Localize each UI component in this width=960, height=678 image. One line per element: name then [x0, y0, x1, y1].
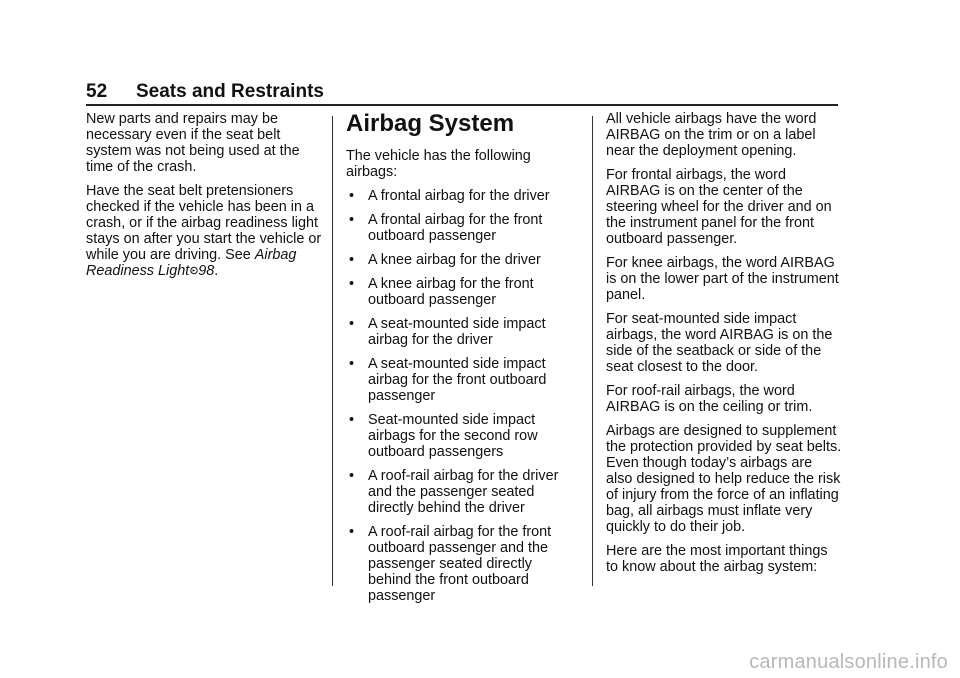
bullet-icon: •	[349, 468, 355, 484]
bullet-icon: •	[349, 252, 355, 268]
paragraph: New parts and repairs may be necessary even if the seat belt system was not being used at the time of the crash.	[86, 111, 300, 175]
bullet-icon: •	[349, 524, 355, 540]
list-item: • A knee airbag for the front outboard passenger	[349, 276, 534, 308]
bullet-icon: •	[349, 356, 355, 372]
list-item: • A roof-rail airbag for the driver and the passenger seated directly behind the driver	[349, 468, 559, 516]
paragraph: Airbags are designed to supplement the protection provided by seat belts. Even though today’s airbags are also designed to help reduce the risk of injury from the force of an inflating bag, all airbags must inflate very quickly to do their job.	[606, 423, 842, 535]
paragraph: For frontal airbags, the word AIRBAG is on the center of the steering wheel for the driver and on the instrument panel for the front outboard passenger.	[606, 167, 832, 247]
column-divider-right	[592, 116, 593, 586]
bullet-icon: •	[349, 276, 355, 292]
page-header	[86, 82, 838, 106]
section-heading: Airbag System	[346, 110, 515, 137]
paragraph: For knee airbags, the word AIRBAG is on the lower part of the instrument panel.	[606, 255, 839, 303]
bullet-icon: •	[349, 188, 355, 204]
reference-page-number[interactable]: 98	[198, 263, 215, 279]
column-left	[86, 111, 326, 287]
column-divider-left	[332, 116, 333, 586]
column-middle	[346, 111, 574, 612]
airbag-list	[346, 188, 574, 604]
paragraph: Have the seat belt pretensioners checked if the vehicle has been in a crash, or if the airbag readiness light stays on after you start the vehicle or while you are driving. See Airbag Readiness Light 98.	[86, 183, 322, 279]
bullet-icon: •	[349, 412, 355, 428]
paragraph: For roof-rail airbags, the word AIRBAG is on the ceiling or trim.	[606, 383, 813, 415]
paragraph: Here are the most important things to know about the airbag system:	[606, 543, 828, 575]
intro-paragraph: The vehicle has the following airbags:	[346, 148, 531, 180]
list-item: • A roof-rail airbag for the front outboard passenger and the passenger seated directly behind the front outboard passenger	[349, 524, 552, 604]
watermark: carmanualsonline.info	[749, 651, 948, 673]
list-item: • A knee airbag for the driver	[349, 252, 541, 268]
page-number: 52	[86, 81, 108, 102]
paragraph: For seat-mounted side impact airbags, the word AIRBAG is on the side of the seatback or side of the seat closest to the door.	[606, 311, 833, 375]
list-item: • A seat-mounted side impact airbag for the front outboard passenger	[349, 356, 547, 404]
column-right	[606, 111, 842, 583]
bullet-icon: •	[349, 212, 355, 228]
bullet-icon: •	[349, 316, 355, 332]
list-item: • A frontal airbag for the front outboard passenger	[349, 212, 543, 244]
section-title-header: Seats and Restraints	[136, 81, 324, 102]
page-ref-icon	[189, 263, 198, 279]
list-item: • Seat-mounted side impact airbags for the second row outboard passengers	[349, 412, 538, 460]
list-item: • A seat-mounted side impact airbag for the driver	[349, 316, 546, 348]
paragraph: All vehicle airbags have the word AIRBAG on the trim or on a label near the deployment opening.	[606, 111, 817, 159]
cross-reference-link[interactable]: Airbag Readiness Light	[86, 247, 297, 279]
list-item: • A frontal airbag for the driver	[349, 188, 550, 204]
